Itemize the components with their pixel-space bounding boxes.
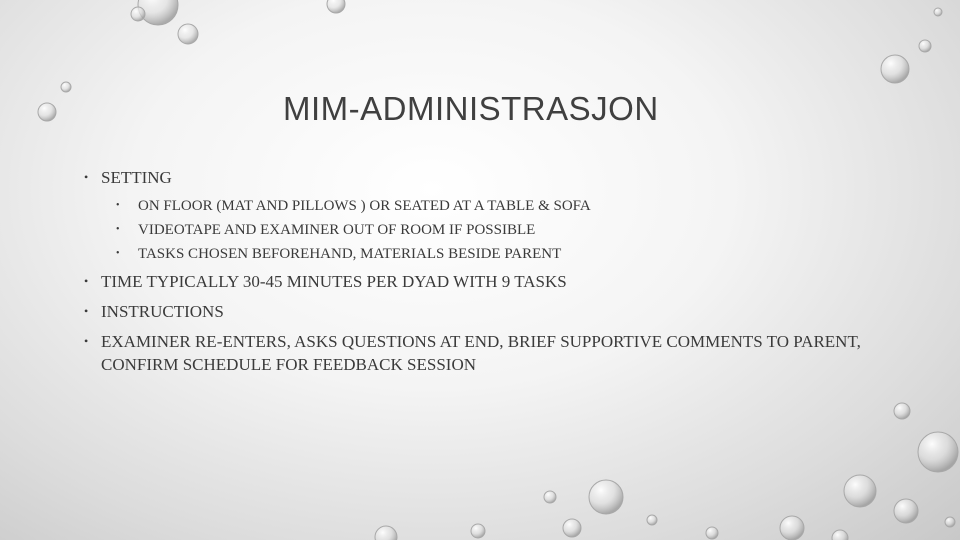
sub-bullet-text: VIDEOTAPE AND EXAMINER OUT OF ROOM IF POSSIBLE	[138, 222, 536, 238]
bullet-text: TIME TYPICALLY 30-45 MINUTES PER DYAD WITH 9 TASKS	[101, 272, 567, 291]
bullet-list	[84, 166, 904, 383]
sub-bullet-text: ON FLOOR (MAT AND PILLOWS ) OR SEATED AT A TABLE & SOFA	[138, 198, 591, 214]
bullet-examiner	[84, 330, 904, 376]
bullet-dot: •	[116, 200, 120, 211]
bullet-dot: •	[84, 304, 89, 318]
bullet-dot: •	[84, 170, 89, 184]
bullet-instructions	[84, 300, 904, 323]
slide-title: MIM-ADMINISTRASJON	[283, 90, 659, 127]
bullet-setting	[84, 166, 904, 189]
sub-bullet-videotape	[114, 220, 904, 240]
sub-bullet-tasks	[114, 244, 904, 264]
sub-bullet-text: TASKS CHOSEN BEFOREHAND, MATERIALS BESIDE PARENT	[138, 246, 562, 262]
bullet-dot: •	[116, 248, 120, 259]
sub-bullet-floor	[114, 196, 904, 216]
bullet-text: SETTING	[101, 168, 172, 187]
bullet-text: INSTRUCTIONS	[101, 302, 224, 321]
bullet-time	[84, 270, 904, 293]
bullet-dot: •	[84, 334, 89, 348]
bullet-text: EXAMINER RE-ENTERS, ASKS QUESTIONS AT END, BRIEF SUPPORTIVE COMMENTS TO PARENT, CONFIRM SCHEDULE FOR FEEDBACK SESSION	[101, 332, 861, 374]
bullet-dot: •	[116, 224, 120, 235]
bullet-dot: •	[84, 274, 89, 288]
sub-bullet-list	[114, 196, 904, 264]
